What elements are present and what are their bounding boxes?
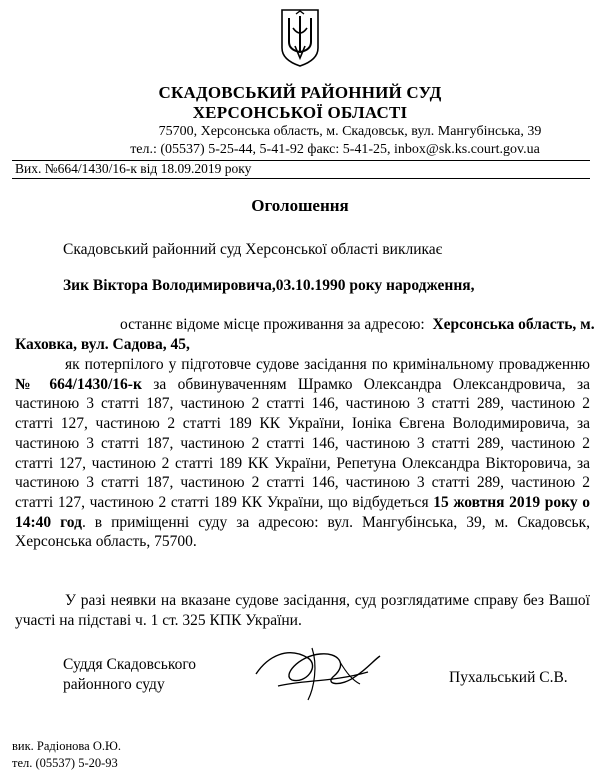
intro-text: Скадовський районний суд Херсонської області викликає [63, 241, 443, 258]
outgoing-reference: Вих. №664/1430/16-к від 18.09.2019 року [15, 161, 252, 176]
executor-name: вик. Радіонова О.Ю. [12, 739, 121, 753]
court-address: 75700, Херсонська область, м. Скадовськ, вул. Мангубінська, 39 [158, 124, 542, 139]
summoned-person: Зик Віктора Володимировича,03.10.1990 року народження, [63, 277, 475, 294]
residence-address-part1: Херсонська область, м. [432, 316, 595, 333]
hearing-datetime: 15 жовтня 2019 року о 14:40 год [15, 493, 591, 531]
absence-notice: У разі неявки на вказане судове засідання, суд розглядатиме справу без Вашої участі на підставі ч. 1 ст. 325 КПК України. [15, 592, 590, 629]
case-number: № 664/1430/16-к [15, 375, 142, 393]
document-title: Оголошення [251, 196, 349, 215]
judge-name: Пухальський С.В. [449, 669, 568, 686]
reference-divider [12, 178, 590, 179]
court-name-line2: ХЕРСОНСЬКОЇ ОБЛАСТІ [192, 103, 408, 122]
summons-paragraph [15, 355, 590, 552]
summons-text-1: як потерпілого у підготовче судове засідання по кримінальному провадженню [65, 356, 590, 373]
residence-address-part2: Каховка, вул. Садова, 45, [15, 336, 190, 353]
court-name-line1: СКАДОВСЬКИЙ РАЙОННИЙ СУД [158, 83, 442, 102]
residence-label: останнє відоме місце проживання за адресою: [120, 316, 425, 333]
summons-text-3: . в приміщенні суду за адресою: вул. Мангубінська, 39, м. Скадовськ, Херсонська область, 75700. [15, 513, 590, 551]
summons-text-2: за обвинуваченням Шрамко Олександра Олександровича, за частиною 3 статті 187, частиною 2 статті 146, частиною 3 статті 289, частиною 2 статті 127, частиною 2 статті 189 КК України, Іоніка Євгена Володимировича, за частиною 3 статті 187, частиною 2 статті 146, частиною 3 статті 289, частиною 2 статті 127, частиною 2 статті 189 КК України, Репетуна Олександра Вікторовича, за частиною 3 статті 187, частиною 2 статті 146, частиною 3 статті 289, частиною 2 статті 127, частиною 2 статті 189 КК України, що відбудеться [15, 375, 591, 511]
judge-title-line2: районного суду [63, 676, 165, 693]
judge-title-line1: Суддя Скадовського [63, 656, 197, 673]
executor-phone: тел. (05537) 5-20-93 [12, 756, 118, 770]
residence-line1 [120, 315, 595, 335]
handwritten-signature [248, 636, 388, 706]
coat-of-arms-emblem [279, 8, 321, 68]
court-contacts: тел.: (05537) 5-25-44, 5-41-92 факс: 5-41-25, inbox@sk.ks.court.gov.ua [130, 142, 540, 157]
